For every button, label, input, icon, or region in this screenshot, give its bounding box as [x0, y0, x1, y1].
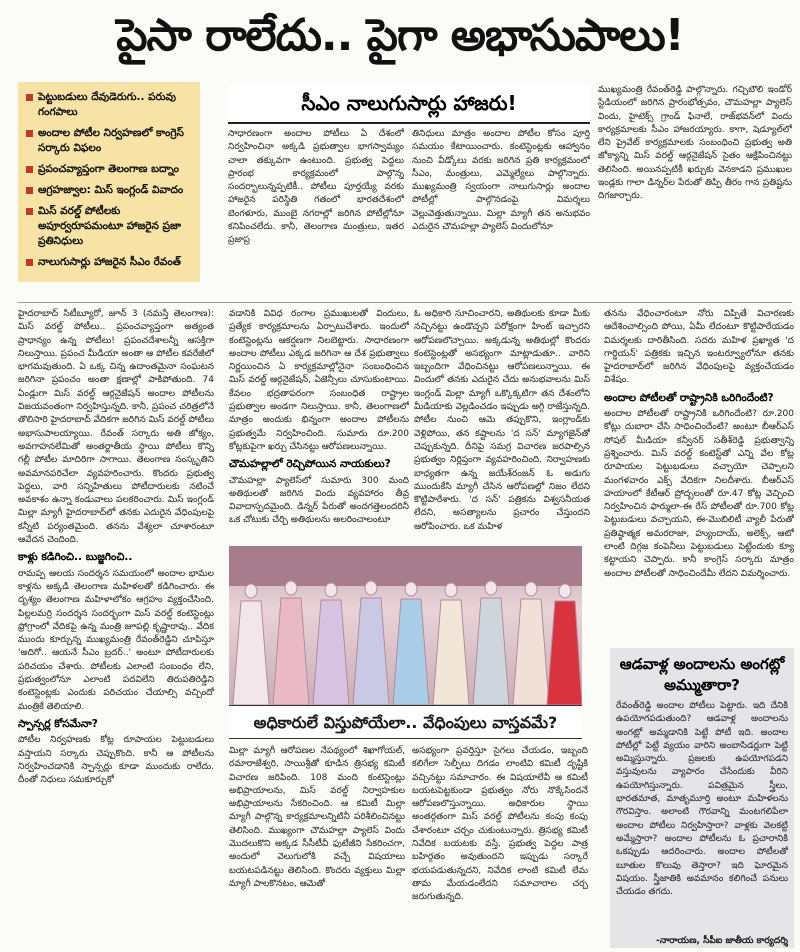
highlights-box [18, 82, 200, 282]
box-column-1-text: సాధారణంగా అందాల పోటీలు ఏ దేశంలో నిర్వహించినా అక్కడి ప్రభుత్వాల భాగస్వామ్యం చాలా తక్కువగా ఉంటుంది. ప్రభుత్వ పెద్దలు ప్రారంభ కార్యక్రమంలో పాల్గొన్న సందర్భాలున్నప్పటికీ.. పోటీలు పూర్తయ్యే వరకు హాజరైన పరిస్థితి గతంలో భారతదేశంలో బెంగళూరు, ముంబై నగరాల్లో జరిగిన పోటీల్లోనూ కనిపించలేదు. కానీ, తెలంగాణ మంత్రులు, ఇతర ప్రజాప్ర [228, 129, 404, 246]
bullet-square-icon [26, 166, 33, 173]
box-headline-bar [228, 84, 590, 124]
bullet-square-icon [26, 187, 33, 194]
column-3-paragraph: ఓ అధికారి సూచించారని, అతిథులకు కూడా మీకు నచ్చినట్టు ఉండొచ్చని పరోక్షంగా హింట్ ఇచ్చారని ఆరోపణలొచ్చాయి. అక్కడున్న అతిథుల్లో కొందరు కంటెస్టెంట్లతో అసభ్యంగా మాట్లాడుతూ.. వారిని ఇబ్బందిగా వేధించినట్టు ఆరోపణలున్నాయి. ఈ విందులో తనకు ఎదురైన చేదు అనుభవాలను మిస్ ఇంగ్లండ్ మిల్లా మ్యాగీ ఒక్కొక్కటిగా తన దేశంలోని మీడియాకు వెల్లడించడం ఇప్పుడు అగ్గి రాజేస్తున్నది. పోటీల నుంచి ఆమె తప్పుకొని, ఇంగ్లాండ్‌కు వెళ్లిపోయి, తన కష్టాలను 'ద సన్' మ్యాగజైన్‌తో చెప్పుకున్నది. దీనిపై సమగ్ర విచారణ జరపాల్సిన ప్రభుత్వం నిర్లిప్తంగా వ్యవహరించింది. నిర్వాహణకు బాధ్యతగా ఉన్న జయేశ్‌రంజన్ ఓ అడుగు ముందుకేసి మ్యాగీ చేసిన ఆరోపణల్లో నిజం లేదని కొట్టిపారేశారు. 'ద సన్' పత్రికను విశ్వసనీయత లేదని, అసత్యాలను ప్రచారం చేస్తుందని ఆరోపించారు. ఒక మహిళ [414, 309, 590, 532]
box-headline: సీఎం నాలుగుసార్లు హాజరు! [301, 91, 517, 115]
article-column-2-bottom [229, 745, 405, 948]
page-headline: పైసా రాలేదు.. పైగా అభాసుపాలు! [116, 10, 684, 61]
column-4-paragraph: అందాల పోటీలతో రాష్ట్రానికి ఒరిగిందేంటి? రూ.200 కోట్లు దుబారా చేసి సాధించిందేంటి? అంటూ బీఆర్ఎస్ సోషల్ మీడియా కన్వీనర్ సతీశ్‌రెడ్డి ప్రభుత్వాన్ని ప్రశ్నించారు. మిస్ వరల్డ్ కంటెస్ట్‌తో ఎన్ని వేల కోట్ల రూపాయల పెట్టుబడులు వచ్చాయో చెప్పాలని మంగళవారం ఎక్స్ వేదికగా నిలదీశారు. బీఆర్ఎస్ హయాంలో కేటీఆర్ ప్రోద్బలంతో రూ.47 కోట్ల వెచ్చించి నిర్వహించిన ఫార్ములా-ఈ రేస్ పోటీలతో రూ.700 కోట్ల పెట్టుబడులు వచ్చాయని, ఈ-మొబిలిటీ వ్యాలీ పేరుతో ప్రతిష్ఠాత్మక అమరరాజా, హ్యుందాయ్, అలెక్స్, ఆటో లాంటి దిగ్గజ కంపెనీలు పెట్టుబడులు పెట్టేందుకు క్యూ కట్టాయని చెప్పారు. కానీ కాంగ్రెస్ సర్కారు మాత్రం అందాల పోటీలతో సాధించిందేమీ లేదని విమర్శించారు. [604, 409, 794, 579]
column-4-paragraph: తనను వేధించారంటూ నోరు విప్పితే విచారణకు ఆదేశించాల్సింది పోయి, ఏమీ లేదంటూ కొట్టిపారేయడం విమర్శలకు దారితీసింది. సదరు మహిళ ప్రఖ్యాత 'ద గార్డియన్' పత్రికకు ఇచ్చిన ఇంటర్వ్యూలోనూ తనకు హైదరాబాద్‌లో జరిగిన వేధింపులపై వ్యక్తంచేయడం విశేషం. [604, 309, 794, 386]
column-1-paragraph: పోటీల నిర్వహణకు కోట్ల రూపాయల పెట్టుబడులు వస్తాయని సర్కారు చెప్పుకొంది. కానీ ఆ పోటీలను నిర్వహించడానికి స్పాన్సర్లు కూడా ముందుకు రాలేదు. దీంతో నిధులు సమకూర్చుకో [18, 735, 214, 786]
highlight-item: ఆగ్రహజ్వాల: మిస్ ఇంగ్లండ్ వివాదం [26, 183, 194, 198]
bullet-square-icon [26, 208, 33, 215]
column-2-paragraph: చౌమహల్లా ప్యాలెస్‌లో సుమారు 300 మంది అతిథులతో జరిగిన విందు వ్యవహారం తీవ్ర వివాదాస్పదమైంది. డిన్నర్ పేరుతో అందగత్తెలందరినీ ఒక చోటుకు చేర్చి అతిథులను అలరించాలంటూ [229, 475, 409, 526]
highlight-item: పెట్టుబడులు దేవుడెరుగు.. పరువు గంగపాలు [26, 90, 194, 120]
box-column-2-text: తినిధులు మాత్రం అందాల పోటీల కోసం పూర్తి సమయం కేటాయించారు. కంటెస్టెంట్లకు ఆహ్వానం నుంచి వీడ్కోలు వరకు జరిగిన ప్రతి కార్యక్రమంలో సీఎం, మంత్రులు, ఎమ్మెల్యేలు పాల్గొన్నారు. ముఖ్యమంత్రి స్వయంగా నాలుగుసార్లు అందాల పోటీల్లో పాల్గొనడంపై విమర్శలు వెల్లువెత్తుతున్నాయి. మిల్లా మ్యాగీ తన అనుభవం ఎదురైన చౌమహల్లా ప్యాలెస్ విందులోనూ [412, 129, 590, 233]
article-column-3 [414, 308, 590, 540]
column-2-bottom-paragraph: మిల్లా మ్యాగీ ఆరోపణల నేపథ్యంలో శిఖాగోయల్, రమారాజేశ్వరి, సాయిశ్రీతో కూడిన త్రిసభ్య కమిటీ విచారణ జరిపింది. 108 మంది కంటెస్టెంట్లు అభిప్రాయాలను, మిస్ వరల్డ్ నిర్వాహకుల అభిప్రాయాలను సేకరించింది. ఆ కమిటీ మిల్లా మ్యాగీ పాల్గొన్న కార్యక్రమాలన్నిటినీ పరిశీలించినట్టు తెలిసింది. ముఖ్యంగా చౌమహల్లా ప్యాలెస్ విందు మొదలుకొని అక్కడ సీసీటీవీ ఫుటేజీని సేకరించగా, అందులో వెలుగులోకి వచ్చే విషయాలు బయటపడినట్టు తెలిసింది. కొందరు వ్యక్తులు మిల్లా మ్యాగీ పాలకొనటం, ఆమెతో [229, 746, 405, 889]
box-column-2 [412, 128, 590, 298]
article-column-2 [229, 308, 409, 540]
sidebox-body [616, 700, 788, 932]
box-column-1 [228, 128, 404, 298]
highlight-item: ప్రపంచవ్యాప్తంగా తెలంగాణ బద్నాం [26, 162, 194, 177]
section-divider [18, 302, 792, 303]
box-column-3-text: ముఖ్యమంత్రి రేవంత్‌రెడ్డి పాల్గొన్నారు. గచ్చిబౌలి ఇండోర్ స్టేడియంలో జరిగిన ప్రారంభోత్సవం, చౌమహల్లా ప్యాలెస్ విందు, హైటెక్స్ గ్రాండ్ ఫినాలే, రాజ్‌భవన్‌లో విందు కార్యక్రమాలకు సీఎం హాజరయ్యారు. కాగా, షెడ్యూల్‌లో లేని ప్రైవేట్ కార్యక్రమాలకు సంబంధించి ప్రభుత్వ అతి జోక్యాన్ని మిస్ వరల్డ్ ఆర్గనైజేషన్ సైతం ఆక్షేపించినట్టు తెలిసింది. అయినప్పటికీ ఖర్చుకు వెనకాడని ప్రముఖుల ఇండ్లకు గాలా డిన్నర్‌ల పేరుతో తిప్పి తీరం గాన ప్రతిష్టను దిగజార్చారు. [598, 85, 792, 202]
subhead-state-benefit: అందాల పోటీలతో రాష్ట్రానికి ఒరిగిందేంటి? [604, 391, 774, 404]
column-3-bottom-paragraph: అసభ్యంగా ప్రవర్తిస్తూ సైగలు చేయడం, ఇబ్బంది కలిగేలా సెల్ఫీలు దిగడం లాంటివి కమిటీ దృష్టికి వచ్చినట్టు సమాచారం. ఈ విషయాలేవీ ఆ కమిటీ బయటపెట్టకుండా ప్రభుత్వం నోరు నొక్కేసిందనే ఆరోపణలొస్తున్నాయి. అధికారుల స్థాయి అంతర్గతంగా మిస్ వరల్డ్ పోటీలను కంపు కంపు చేశారంటూ చర్చం చుకుంటున్నారు. త్రిసభ్య కమిటీ నివేదిక బయటకు వస్తే, ప్రభుత్వ పెద్దల పాత్ర బహిర్గతం అవుతుందని ఇప్పుడు సర్కారే భయపడుతున్నదని, నివేదిక లాంటి కమిటీ లేమ తామ మేయడంలేదని సమాచారాల చర్చ జరుగుతున్నది. [412, 746, 588, 903]
column-2-paragraph: వడానికి వివిధ రంగాల ప్రముఖులతో విందులు, ప్రత్యేక కార్యక్రమాలను ఏర్పాటుచేశారు. ఇందులో కంటెస్టెంట్లను ఆకర్షణగా నిలబెట్టారు. సాధారణంగా అందాల పోటీలు ఎక్కడ జరిగినా ఆ దేశ ప్రభుత్వాలు నిర్ణయించిన ఏ కార్యక్రమాల్లోనైనా సంబంధించిన మిస్ వరల్డ్ ఆర్గనైజేషన్, ఏజెన్సీలు చూసుకుంటాయి. కేవలం భద్రతాపరంగా సంబంధిత రాష్ట్రాల ప్రభుత్వాల అండగా నిలుస్తాయి. కానీ, తెలంగాణలో మాత్రం అందుకు భిన్నంగా అందాల పోటీలను ప్రభుత్వమే నిర్వహించింది. సుమారు రూ.200 కోట్లకుపైగా ఖర్చు చేసినట్టు ఆరోపణలున్నాయి. [229, 309, 409, 452]
sidebox-signature: -నారాయణ, సీపీఐ జాతీయ కార్యదర్శి [656, 936, 788, 946]
column-1-paragraph: రామప్ప ఆలయ సందర్శన సమయంలో అందాల భామల కాళ్లను అక్కడి తెలంగాణ మహిళలతో కడిగించారు. ఈ దృశ్యం తెలంగాణ మహిళాలోకం ఆగ్రహం వ్యక్తంచేసింది. పిల్లలమర్రి సందర్శన సందర్భంగా మిస్ వరల్డ్ కంటెస్టెంట్లు ఫ్రోగ్రాంలో వేదికపై ఉన్న మంత్రి జూపల్లి కృష్ణారావు.. వేదిక ముందు కూర్చున్న ముఖ్యమంత్రి రేవంత్‌రెడ్డిని చూపిస్తూ 'అదిగో.. ఆయనే సీఎం బ్రదర్..' అంటూ పోటీదారులకు పరిచయం చేశారు. పోటీలకు ఎలాంటి సంబంధం లేని, ప్రభుత్వంలోనూ ఎలాంటి పదవిలేని తిరుపతిరెడ్డిని కంటెస్టెంట్లకు ఎందుకు పరిచయం చేయాల్సి వచ్చిందో మంత్రికే తెలియాలి. [18, 568, 214, 712]
column-1-paragraph: హైదరాబాద్ సిటీబ్యూరో, జూన్ 3 (నమస్తే తెలంగాణ): మిస్ వరల్డ్ పోటీలు.. ప్రపంచవ్యాప్తంగా అత్యంత ప్రాధాన్యం ఉన్న పోటీలు! ప్రపంచదేశాలన్నీ ఆసక్తిగా నిలుస్తాయి. ప్రపంచ మీడియా అంతా ఆ పోటీల కవరేజీలో భాగమవుతుంది. ఏ ఒక్క చిన్న ఉదాంతమైనా సంఘటన జరిగినా ప్రపంచం అంతా క్షణాల్లో పాకిపోతుంది. 74 ఏండ్లుగా మిస్ వరల్డ్ ఆర్గనైజేషన్ అందాల పోటీలను విజయవంతంగా నిర్వహిస్తున్నది. కానీ, ప్రపంచ చరిత్రలోనే తొలిసారి హైదరాబాద్ వేదికగా జరిగిన మిస్ వరల్డ్ పోటీలు అభాసుపాలయ్యాయి. రేవంత్ సర్కారు అతి జోక్యం, అవగాహనలేమితో అంతర్జాతీయ స్థాయి పోటీలు కొన్ని గల్లీ పోటీల మాదిరిగా సాగాయి. తెలంగాణ సంస్కృతిని అవమానపరిచేలా వ్యవహరించారు. కొందరు ప్రభుత్వ పెద్దలు, వారి సన్నిహితులు పోటీదారులకు నటించే అవకాశం ఉన్నా కండువాలు పలకరించారు. మిస్ ఇంగ్లండ్ మిల్లా మ్యాగీ హైదరాబాద్‌లో తనకు ఎదురైన వేధింపులపై కన్నీటి పర్యంతమైంది. తనను వేశ్యలా చూశారంటూ ఆవేదన చెందింది. [18, 309, 214, 546]
quote-sidebox [610, 648, 794, 948]
bullet-square-icon [26, 259, 33, 266]
highlight-item: మిస్ వరల్డ్ పోటీలకు అపూర్వరూపమంటూ హాజరైన ప్రజా ప్రతినిధులు [26, 204, 194, 249]
article-column-1 [18, 308, 214, 948]
sidebox-title: ఆడవాళ్ల అందాలను అంగట్లో అమ్ముతారా? [619, 655, 785, 694]
bullet-square-icon [26, 130, 33, 137]
pageant-photo [229, 546, 582, 705]
box-column-3 [598, 84, 792, 284]
sidebox-text: రేవంత్‌రెడ్డి అందాల పోటీలు పెట్టారు. ఇది దేనికి ఉపయోగపడుతుంది? ఆడవాళ్ల అందాలను అంగట్లో అమ్మడానికి పెట్టే పోటీ ఇది. అందాల పోటీల్లో పెట్టే వ్యయం వారిని అంబాసిడర్లుగా పెట్టి అమ్మిస్తున్నారు. ప్రజలకు ఉపయోగపడని వస్తువులను వ్యాపారం చేసేందుకు వీరిని ఉపయోగిస్తున్నారు. పవిత్రమైన స్త్రీలు, భారతమాత, మాతృమూర్తి అంటూ మహిళలను గౌరవిస్తాం. అలాంటి గౌరవాన్ని మంటగలిపేలా అందాల పోటీలు నిర్వహిస్తారా? వాళ్లకు వెలకట్టి అమ్మేస్తారా? అందాల పోటీలను ఓ ప్రచారానికి ఒకప్పుడు ఆదరించారు. అందాల పోటీలతో బూతుల కొలువు తెస్తారా? ఇది ఘోరమైన విషయం. స్త్రీజాతికి అవమానం కలిగించే పనులు చేయడం తగదు. [616, 701, 788, 898]
pageant-contestants-image [229, 546, 582, 705]
article-column-4 [604, 308, 794, 642]
photo-caption: అధికారులే విస్తుపోయేలా.. వేధింపులు వాస్తవమే? [229, 705, 582, 739]
highlight-item: అందాల పోటీల నిర్వహణలో కాంగ్రెస్ సర్కారు విఫలం [26, 126, 194, 156]
subhead-feet-washing: కాళ్లు కడిగించి.. బుజ్జగించి.. [18, 551, 133, 564]
article-column-3-bottom [412, 745, 588, 948]
subhead-sponsors: స్పాన్సర్ల కోసమేనా? [18, 717, 98, 730]
highlight-item: నాలుగుసార్లు హాజరైన సీఎం రేవంత్ [26, 255, 194, 270]
bullet-square-icon [26, 94, 33, 101]
subhead-chowmahalla: చౌమహల్లాలో రెచ్చిపోయిన నాయకులు? [229, 458, 391, 471]
